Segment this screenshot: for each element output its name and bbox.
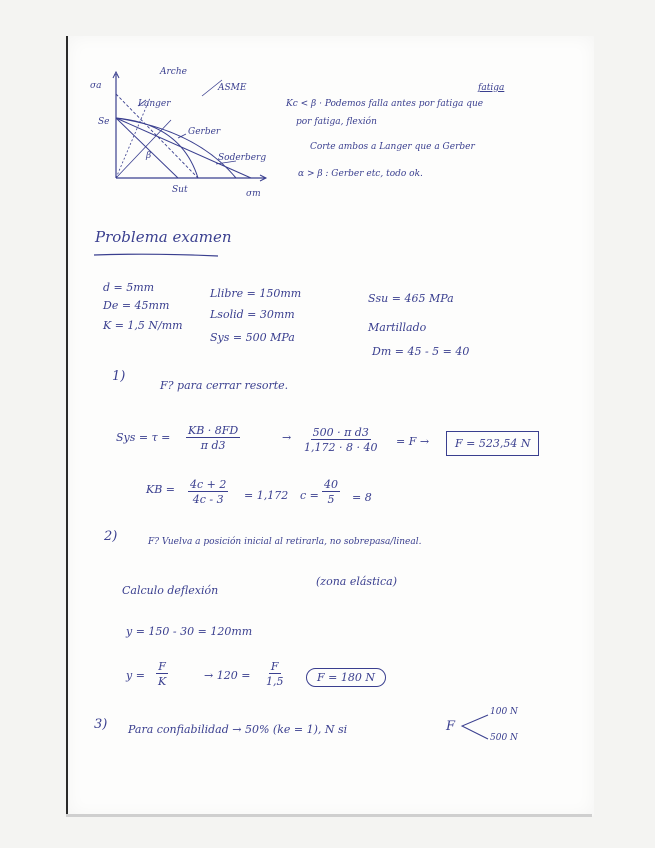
q1-result-box: F = 523,54 N [446,431,539,456]
langer-label: Langer [138,99,171,109]
axis-y-label: σa [90,81,102,91]
kb-fraction: $\frac{4c + 2}{4c - 3}$ [190,478,227,506]
q1-fraction-2: $\frac{\text{500 · π d3}}{1,172 \cdot 8 \cdot 40}$ [304,426,378,454]
q2-calc-label: Calculo deflexión [122,584,219,597]
fatigue-diagram [86,66,276,186]
c-left: c = [300,489,319,502]
q2-text: F? Vuelva a posición inicial al retirarla, no sobrepasa/lineal. [148,537,422,547]
page-edge [66,814,592,817]
q2-number: 2) [104,529,118,544]
q3-f: F [446,719,456,734]
note-line-4: α > β : Gerber etc, todo ok. [298,169,423,179]
data-d: d = 5mm [103,281,155,294]
data-de: De = 45mm [103,299,170,312]
q3-bottom-value: 500 N [490,733,518,743]
q3-number: 3) [94,717,108,732]
q1-number: 1) [112,369,126,384]
axis-x-label: σm [246,189,261,199]
problem-title: Problema examen [95,228,232,246]
data-dm: Dm = 45 - 5 = 40 [372,345,470,358]
note-line-3: Corte ambos a Langer que a Gerber [310,142,475,152]
q1-text: F? para cerrar resorte. [160,379,289,392]
asme-label: ASME [218,83,247,93]
data-sys: Sys = 500 MPa [210,331,295,344]
sut-label: Sut [172,185,188,195]
soderberg-line [116,118,251,178]
arche-label: Arche [160,67,187,77]
q2-y-left: y = [126,669,145,682]
gerber-label: Gerber [188,127,221,137]
q3-bracket [458,712,494,742]
c-value: = 8 [352,491,372,504]
note-fatiga: fatiga [478,83,505,93]
data-ls: Lsolid = 30mm [210,308,295,321]
q2-result-oval: F = 180 N [306,668,386,687]
q3-text: Para confiabilidad → 50% (ke = 1), N si [128,723,348,736]
note-line-2: por fatiga, flexión [296,117,377,127]
soderberg-label: Soderberg [218,153,267,163]
data-ssu: Ssu = 465 MPa [368,292,454,305]
note-line-1: Kc < β · Podemos falla antes por fatiga que [286,99,484,109]
q1-arrow: → [282,431,292,444]
se-label: Se [98,117,110,127]
q2-zone-label: (zona elástica) [316,575,398,588]
beta-label: β [146,151,152,161]
data-lo: Llibre = 150mm [210,287,302,300]
q3-top-value: 100 N [490,707,518,717]
q2-f2-fraction: $\frac{F}{1,5}$ [266,660,284,688]
q2-arrow: → 120 = [204,669,251,682]
data-k: K = 1,5 N/mm [103,319,183,332]
title-underline [92,252,222,258]
q1-fraction-1: $\frac{KB \cdot 8FD}{\text{π d3}}$ [188,424,239,452]
kb-left: KB = [146,483,176,496]
c-fraction: $\frac{40}{5}$ [324,478,338,506]
kb-value: = 1,172 [244,489,289,502]
q2-y-equation: y = 150 - 30 = 120mm [126,625,253,638]
data-ends: Martillado [368,321,427,334]
q2-fk-fraction: $\frac{F}{K}$ [158,660,167,688]
q1-eq-left: Sys = τ = [116,431,171,444]
q1-result-pre: = F → [396,435,430,448]
